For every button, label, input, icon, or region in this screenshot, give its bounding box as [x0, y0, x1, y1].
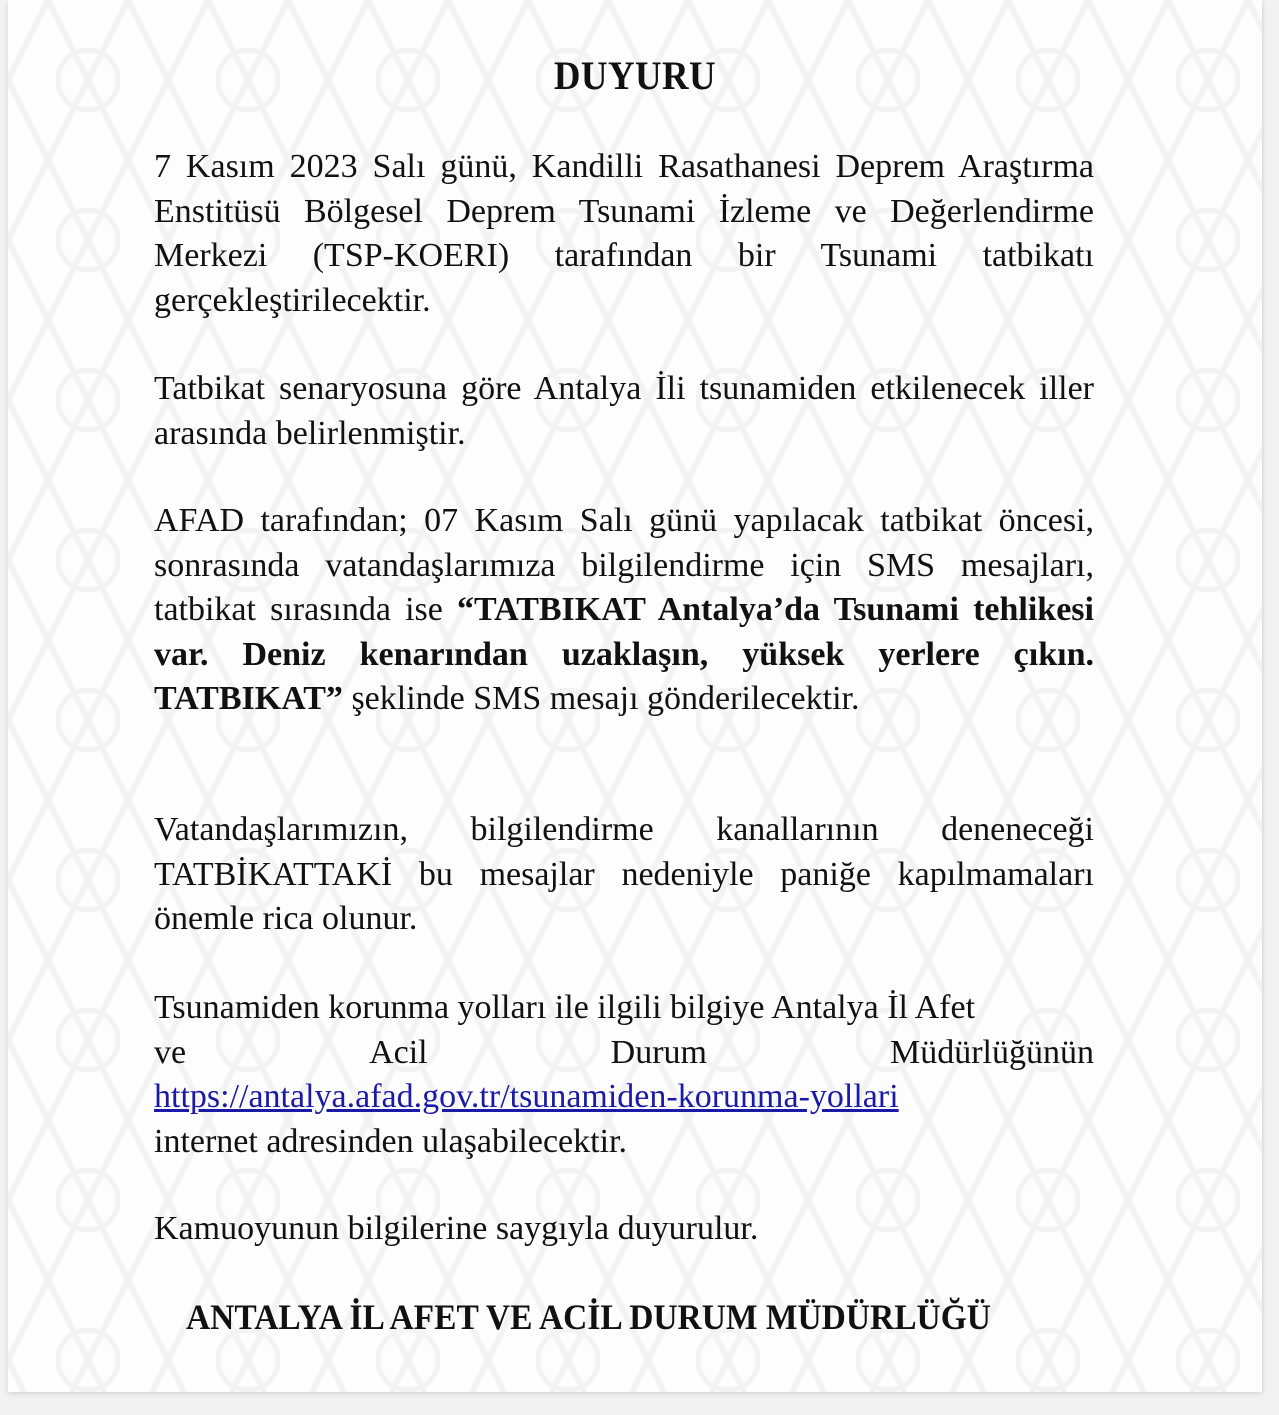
sms-message-quote: “TATBIKAT Antalya’da Tsunami tehlikesi var. Deniz kenarından uzaklaşın, yüksek yerlere çıkın. TATBIKAT”	[154, 591, 1094, 717]
word: Durum	[610, 1033, 707, 1071]
sms-info-text-end: şeklinde SMS mesajı gönderilecektir.	[342, 680, 860, 717]
paragraph-sms-info	[154, 499, 1094, 722]
word: Acil	[369, 1033, 428, 1071]
more-info-line-1: Tsunamiden korunma yolları ile ilgili bilgiye Antalya İl Afet	[154, 989, 976, 1026]
paragraph-no-panic	[154, 808, 1094, 942]
paragraph-text: Tatbikat senaryosuna göre Antalya İli tsunamiden etkilenecek iller arasında belirlenmiştir.	[154, 370, 1094, 452]
paragraph-text: Kamuoyunun bilgilerine saygıyla duyurulur.	[154, 1210, 759, 1247]
paragraph-scenario	[154, 367, 1094, 456]
announcement-title: DUYURU	[553, 53, 717, 98]
word: ve	[154, 1033, 187, 1071]
paragraph-text	[154, 499, 1094, 722]
tsunami-protection-link[interactable]: https://antalya.afad.gov.tr/tsunamiden-korunma-yollari	[154, 1078, 899, 1115]
paragraph-more-info	[154, 986, 1094, 1164]
document-page	[8, 0, 1262, 1392]
word: Müdürlüğünün	[889, 1033, 1094, 1071]
sms-info-text: AFAD tarafından; 07 Kasım Salı günü yapılacak tatbikat öncesi, sonrasında vatandaşlarımıza bilgilendirme için SMS mesajları, tatbikat sırasında ise	[154, 502, 1094, 628]
paragraph-text: Vatandaşlarımızın, bilgilendirme kanallarının deneneceği TATBİKATTAKİ bu mesajlar nedeniyle paniğe kapılmamaları önemle rica olunur.	[154, 811, 1094, 937]
more-info-line-4: internet adresinden ulaşabilecektir.	[154, 1122, 627, 1160]
paragraph-closing	[154, 1207, 1094, 1252]
more-info-link-line	[154, 1075, 1094, 1120]
paragraph-drill-date	[154, 145, 1094, 323]
paragraph-text: 7 Kasım 2023 Salı günü, Kandilli Rasathanesi Deprem Araştırma Enstitüsü Bölgesel Deprem Tsunami İzleme ve Değerlendirme Merkezi (TSP-KOERI) tarafından bir Tsunami tatbikatı gerçekleştirilecektir.	[154, 148, 1094, 319]
more-info-line-2	[154, 1031, 1094, 1076]
signature-authority: ANTALYA İL AFET VE ACİL DURUM MÜDÜRLÜĞÜ	[186, 1297, 991, 1337]
